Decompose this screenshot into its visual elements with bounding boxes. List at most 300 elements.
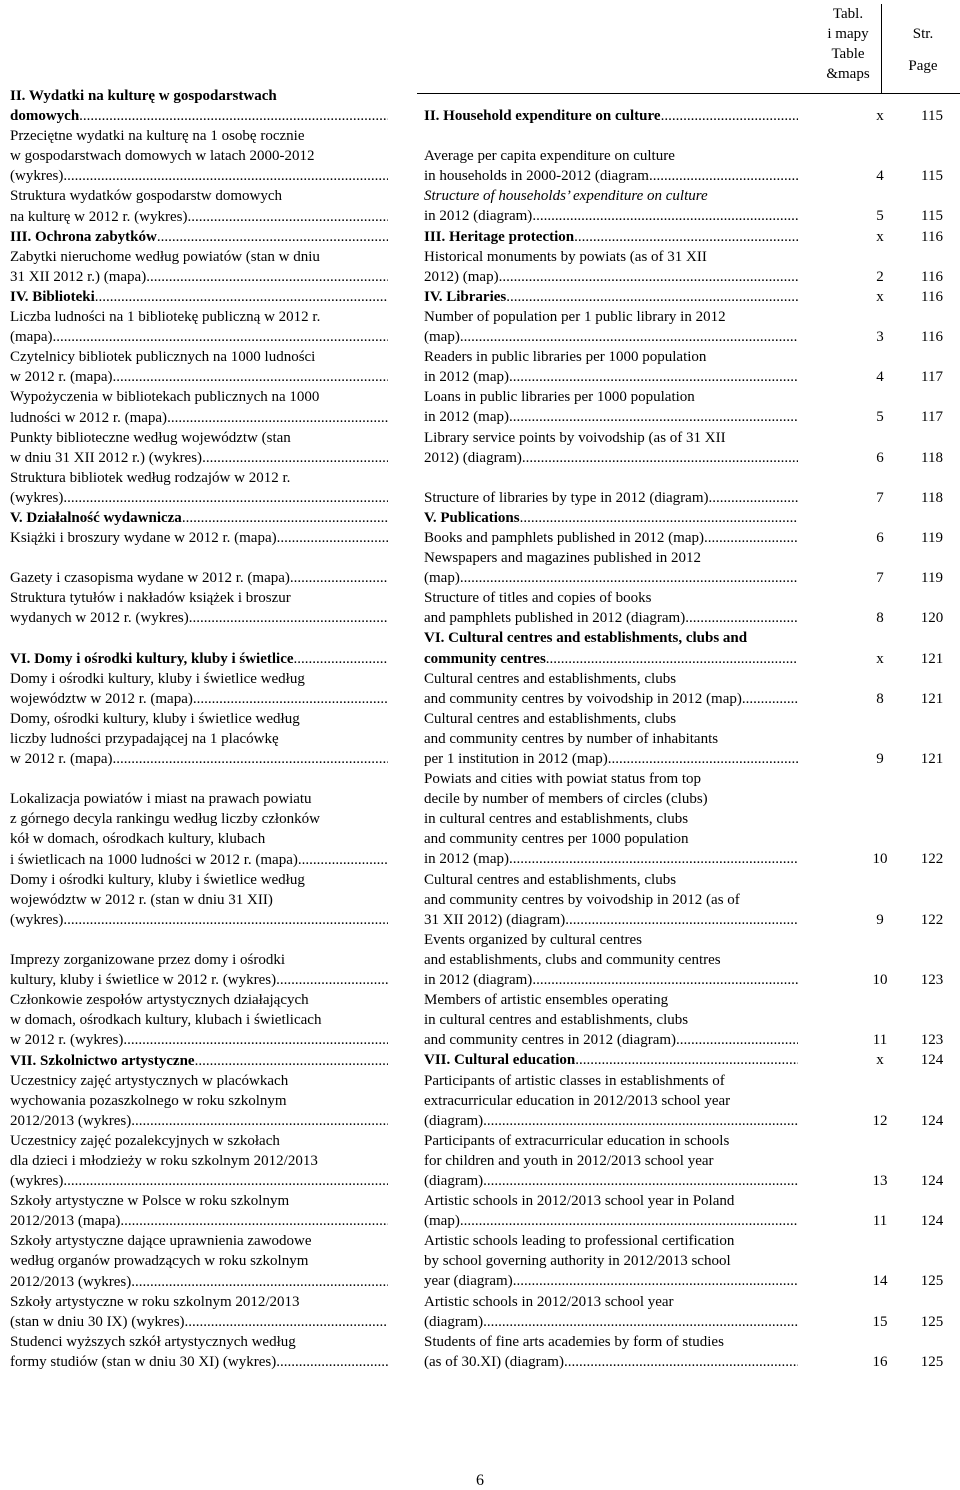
- en-entry-text: II. Household expenditure on culture: [424, 108, 661, 124]
- en-entry-text: (diagram): [424, 1172, 484, 1189]
- str-header-line: Page: [908, 58, 938, 74]
- pl-entry-text: (wykres): [10, 911, 64, 928]
- en-entry[interactable]: [424, 769, 960, 869]
- pl-entry-text: w dniu 31 XII 2012 r.) (wykres): [10, 449, 203, 466]
- table-number: 4: [876, 369, 884, 386]
- en-entry-text: III. Heritage protection: [424, 228, 575, 245]
- pl-entry[interactable]: [10, 387, 388, 427]
- pl-entry-text: Członkowie zespołów artystycznych działających: [10, 992, 309, 1009]
- en-entry[interactable]: [424, 287, 960, 307]
- page-ref: 119: [921, 570, 943, 587]
- table-number: 2: [876, 268, 884, 285]
- en-entry[interactable]: [424, 106, 960, 126]
- pl-entry-text: 31 XII 2012 r.) (mapa): [10, 268, 147, 285]
- leader-dots: [460, 568, 798, 588]
- page-ref: 115: [921, 208, 943, 225]
- pl-entry-text: Czytelnicy bibliotek publicznych na 1000 ludności: [10, 349, 316, 366]
- pl-entry[interactable]: [10, 990, 388, 1050]
- en-entry-text: in 2012 (map): [424, 409, 509, 426]
- leader-dots: [483, 1111, 798, 1131]
- en-entry-text: 2012) (map): [424, 268, 499, 285]
- table-number: x: [876, 228, 884, 245]
- pl-entry-text: Gazety i czasopisma wydane w 2012 r. (mapa): [10, 570, 290, 587]
- pl-entry-text: Zabytki nieruchome według powiatów (stan w dniu: [10, 248, 320, 265]
- pl-entry-text: i świetlicach na 1000 ludności w 2012 r. (mapa): [10, 851, 298, 868]
- pl-entry[interactable]: [10, 468, 388, 508]
- leader-dots: [79, 106, 388, 126]
- pl-entry[interactable]: [10, 1231, 388, 1291]
- en-entry[interactable]: [424, 1131, 960, 1191]
- pl-entry[interactable]: [10, 950, 388, 990]
- leader-dots: [202, 448, 388, 468]
- pl-entry-text: w gospodarstwach domowych w latach 2000-2012: [10, 148, 315, 165]
- pl-entry-text: (wykres): [10, 168, 64, 185]
- leader-dots: [146, 267, 388, 287]
- table-number: x: [876, 108, 884, 124]
- en-entry-text: Cultural centres and establishments, clubs: [424, 670, 677, 687]
- leader-dots: [276, 970, 388, 990]
- leader-dots: [189, 608, 388, 628]
- en-entry-text: Readers in public libraries per 1000 population: [424, 349, 707, 366]
- en-entry-text: Newspapers and magazines published in 2012: [424, 550, 702, 567]
- table-number: 4: [876, 168, 884, 185]
- leader-dots: [167, 408, 388, 428]
- pl-entry-text: VI. Domy i ośrodki kultury, kluby i świetlice: [10, 650, 294, 667]
- en-entry[interactable]: [424, 669, 960, 709]
- en-entry-text: V. Publications: [424, 509, 520, 526]
- en-entry-text: and community centres per 1000 population: [424, 831, 689, 848]
- pl-entry-text: (stan w dniu 30 IX) (wykres): [10, 1313, 185, 1330]
- page-ref: 122: [920, 851, 944, 868]
- table-number: 7: [876, 489, 884, 506]
- tabl-header-line: Table: [831, 46, 865, 62]
- page-ref: 125: [920, 1273, 944, 1290]
- pl-entry-text: Szkoły artystyczne dające uprawnienia zawodowe: [10, 1233, 312, 1250]
- pl-entry-text: z górnego decyla rankingu według liczby członków: [10, 811, 320, 828]
- page-ref: 124: [920, 1172, 944, 1189]
- leader-dots: [276, 1352, 388, 1372]
- leader-dots: [522, 448, 798, 468]
- en-entry[interactable]: [424, 227, 960, 247]
- en-entry[interactable]: [424, 1071, 960, 1131]
- en-entry[interactable]: [424, 548, 960, 588]
- pl-entry-text: ludności w 2012 r. (mapa): [10, 409, 168, 426]
- leader-dots: [123, 1030, 388, 1050]
- leader-dots: [483, 1312, 798, 1332]
- pl-entry-text: Imprezy zorganizowane przez domy i ośrodki: [10, 952, 286, 969]
- header-divider: [881, 4, 882, 94]
- pl-entry[interactable]: [10, 86, 388, 126]
- page-ref: 116: [921, 228, 943, 245]
- table-number: 10: [872, 972, 888, 989]
- leader-dots: [676, 1030, 798, 1050]
- pl-entry-text: domowych: [10, 108, 80, 125]
- pl-entry-text: Studenci wyższych szkół artystycznych według: [10, 1333, 296, 1350]
- pl-entry[interactable]: [10, 126, 388, 186]
- leader-dots: [193, 689, 388, 709]
- table-number: x: [876, 650, 884, 667]
- pl-entry[interactable]: [10, 1292, 388, 1332]
- en-entry-text: Structure of households’ expenditure on culture: [424, 188, 708, 205]
- pl-entry[interactable]: [10, 528, 388, 548]
- leader-dots: [499, 267, 798, 287]
- en-entry-text: IV. Libraries: [424, 288, 507, 305]
- pl-entry[interactable]: [10, 1332, 388, 1372]
- en-entry-text: (map): [424, 329, 460, 346]
- leader-dots: [506, 287, 798, 307]
- pl-entry-text: 2012/2013 (wykres): [10, 1273, 132, 1290]
- en-entry-text: decile by number of members of circles (clubs): [424, 791, 708, 808]
- en-entry-text: Library service points by voivodship (as of 31 XII: [424, 429, 726, 446]
- leader-dots: [120, 1211, 388, 1231]
- en-entry-text: and community centres by voivodship in 2012 (as of: [424, 891, 740, 908]
- en-entry-text: Loans in public libraries per 1000 population: [424, 389, 695, 406]
- page-ref: 119: [921, 529, 943, 546]
- table-number: 10: [872, 851, 888, 868]
- en-entry-text: in 2012 (diagram): [424, 972, 533, 989]
- pl-entry-text: 2012/2013 (mapa): [10, 1213, 121, 1230]
- leader-dots: [187, 207, 388, 227]
- table-number: 6: [876, 449, 884, 466]
- pl-entry-text: Przeciętne wydatki na kulturę na 1 osobę rocznie: [10, 128, 305, 145]
- en-entry-text: and establishments, clubs and community centres: [424, 951, 721, 968]
- en-entry[interactable]: [424, 930, 960, 990]
- en-entry-text: Powiats and cities with powiat status from top: [424, 771, 702, 788]
- leader-dots: [704, 528, 798, 548]
- leader-dots: [63, 166, 388, 186]
- pl-entry-text: Szkoły artystyczne w Polsce w roku szkolnym: [10, 1193, 290, 1210]
- pl-entry-text: liczby ludności przypadającej na 1 placówkę: [10, 731, 279, 747]
- leader-dots: [460, 327, 798, 347]
- pl-entry[interactable]: [10, 649, 388, 669]
- pl-entry-text: Uczestnicy zajęć pozalekcyjnych w szkołach: [10, 1132, 280, 1149]
- pl-entry[interactable]: [10, 347, 388, 387]
- pl-entry-text: wychowania pozaszkolnego w roku szkolnym: [10, 1092, 287, 1109]
- leader-dots: [131, 1272, 388, 1292]
- table-number: x: [876, 288, 884, 305]
- leader-dots: [532, 970, 798, 990]
- pl-entry-text: Struktura tytułów i nakładów książek i broszur: [10, 590, 291, 607]
- pl-entry[interactable]: [10, 428, 388, 468]
- en-entry[interactable]: [424, 387, 960, 427]
- pl-entry-text: Liczba ludności na 1 bibliotekę publiczną w 2012 r.: [10, 309, 321, 326]
- en-entry-text: Artistic schools leading to professional certification: [424, 1233, 735, 1250]
- pl-entry-text: kół w domach, ośrodkach kultury, klubach: [10, 831, 266, 848]
- table-number: 9: [876, 911, 884, 928]
- en-entry-text: 2012) (diagram): [424, 449, 522, 466]
- page-ref: 120: [920, 610, 944, 627]
- leader-dots: [509, 849, 798, 869]
- leader-dots: [564, 1352, 798, 1372]
- tabl-header: [816, 4, 880, 84]
- pl-entry-text: w 2012 r. (wykres): [10, 1032, 124, 1049]
- leader-dots: [575, 1050, 798, 1070]
- pl-entry[interactable]: [10, 1191, 388, 1231]
- en-entry-text: year (diagram): [424, 1273, 513, 1290]
- spacer: [10, 930, 388, 950]
- page-ref: 125: [920, 1313, 944, 1330]
- en-entry-text: Number of population per 1 public library in 2012: [424, 308, 726, 325]
- en-entry-text: and community centres by number of inhabitants: [424, 730, 719, 747]
- en-entry[interactable]: [424, 347, 960, 387]
- leader-dots: [95, 287, 388, 307]
- page-ref: 123: [920, 1032, 944, 1049]
- pl-entry[interactable]: [10, 186, 388, 226]
- en-entry[interactable]: [424, 186, 960, 226]
- pl-entry[interactable]: [10, 588, 388, 628]
- en-entry[interactable]: [424, 709, 960, 769]
- leader-dots: [565, 910, 798, 930]
- page-ref: 121: [920, 650, 944, 667]
- leader-dots: [290, 568, 388, 588]
- en-entry-text: Members of artistic ensembles operating: [424, 992, 669, 1009]
- leader-dots: [649, 166, 798, 186]
- leader-dots: [195, 1051, 388, 1071]
- pl-entry-text: formy studiów (stan w dniu 30 XI) (wykres): [10, 1353, 277, 1370]
- en-entry-text: in cultural centres and establishments, clubs: [424, 1012, 689, 1029]
- en-entry[interactable]: [424, 508, 960, 528]
- en-entry-text: (map): [424, 570, 460, 587]
- spacer: [10, 548, 388, 568]
- page-ref: 124: [920, 1052, 944, 1069]
- pl-entry-text: dla dzieci i młodzieży w roku szkolnym 2012/2013: [10, 1152, 318, 1169]
- en-entry-text: Events organized by cultural centres: [424, 931, 642, 948]
- en-entry[interactable]: [424, 1050, 960, 1070]
- en-entry-text: Historical monuments by powiats (as of 31 XII: [424, 248, 707, 265]
- leader-dots: [746, 689, 798, 709]
- en-entry-text: Structure of titles and copies of books: [424, 590, 652, 607]
- leader-dots: [294, 649, 388, 669]
- en-entry-text: and pamphlets published in 2012 (diagram): [424, 610, 686, 627]
- pl-entry-text: Struktura wydatków gospodarstw domowych: [10, 188, 283, 205]
- column-header: [0, 4, 960, 96]
- en-entry-text: Books and pamphlets published in 2012 (map): [424, 529, 704, 546]
- page-ref: 123: [920, 972, 944, 989]
- pl-entry-text: Domy, ośrodki kultury, kluby i świetlice według: [10, 710, 300, 727]
- page-ref: 117: [921, 369, 943, 386]
- pl-entry-text: II. Wydatki na kulturę w gospodarstwach: [10, 88, 277, 104]
- en-entry[interactable]: [424, 488, 960, 508]
- leader-dots: [546, 649, 798, 669]
- en-entry[interactable]: [424, 870, 960, 930]
- leader-dots: [63, 910, 388, 930]
- en-entry[interactable]: [424, 1231, 960, 1291]
- leader-dots: [63, 1171, 388, 1191]
- en-entry-text: Cultural centres and establishments, clubs: [424, 710, 677, 727]
- en-entry-text: in 2012 (map): [424, 851, 509, 868]
- en-entry-text: Participants of artistic classes in establishments of: [424, 1072, 725, 1089]
- pl-entry-text: Wypożyczenia w bibliotekach publicznych na 1000: [10, 389, 320, 406]
- table-number: 9: [876, 751, 884, 767]
- leader-dots: [185, 1312, 388, 1332]
- en-entry-text: (diagram): [424, 1112, 484, 1129]
- pl-entry-text: województw w 2012 r. (mapa): [10, 690, 193, 707]
- en-entry-text: Artistic schools in 2012/2013 school year in Poland: [424, 1193, 735, 1210]
- pl-entry-text: Punkty biblioteczne według województw (stan: [10, 429, 291, 446]
- pl-entry-text: III. Ochrona zabytków: [10, 228, 157, 245]
- en-entry-text: community centres: [424, 650, 546, 667]
- page-ref: 121: [920, 690, 944, 707]
- spacer: [424, 468, 960, 488]
- en-entry-text: VII. Cultural education: [424, 1052, 576, 1069]
- en-entry[interactable]: [424, 146, 960, 186]
- str-header-line: Str.: [912, 26, 934, 42]
- table-number: x: [876, 1052, 884, 1069]
- tabl-header-line: &maps: [826, 66, 870, 82]
- pl-entry[interactable]: [10, 1071, 388, 1131]
- en-entry[interactable]: [424, 1292, 960, 1332]
- page-ref: 118: [921, 449, 943, 466]
- en-entry-text: in 2012 (map): [424, 369, 509, 386]
- en-entry[interactable]: [424, 247, 960, 287]
- pl-entry-text: Struktura bibliotek według rodzajów w 2012 r.: [10, 469, 291, 486]
- table-number: 11: [872, 1032, 888, 1049]
- en-entry-text: Cultural centres and establishments, clubs: [424, 871, 677, 888]
- en-entry-text: and community centres by voivodship in 2012 (map).: [424, 690, 746, 707]
- str-header: [905, 24, 941, 76]
- leader-dots: [63, 488, 388, 508]
- en-entry-text: in households in 2000-2012 (diagram: [424, 168, 649, 185]
- page-ref: 116: [921, 288, 943, 305]
- leader-dots: [520, 508, 798, 528]
- pl-entry-text: (mapa): [10, 329, 53, 346]
- en-entry-text: Students of fine arts academies by form of studies: [424, 1333, 724, 1350]
- page-ref: 122: [920, 911, 944, 928]
- en-entry[interactable]: [424, 428, 960, 468]
- tabl-header-line: Tabl.: [832, 6, 864, 22]
- pl-entry-text: Domy i ośrodki kultury, kluby i świetlice według: [10, 670, 305, 687]
- table-number: 3: [876, 329, 884, 346]
- leader-dots: [182, 508, 388, 528]
- leader-dots: [661, 106, 798, 126]
- pl-entry[interactable]: [10, 247, 388, 287]
- page-ref: 118: [921, 489, 943, 506]
- table-number: 11: [872, 1213, 888, 1230]
- leader-dots: [483, 1171, 798, 1191]
- en-entry-text: by school governing authority in 2012/2013 school: [424, 1253, 731, 1270]
- en-entry[interactable]: [424, 990, 960, 1050]
- spacer: [10, 769, 388, 789]
- pl-entry-text: Domy i ośrodki kultury, kluby i świetlice według: [10, 871, 305, 888]
- tabl-header-line: i mapy: [827, 26, 869, 42]
- pl-entry-text: kultury, kluby i świetlice w 2012 r. (wykres): [10, 972, 277, 989]
- en-entry-text: Artistic schools in 2012/2013 school year: [424, 1293, 674, 1310]
- en-entry-text: Structure of libraries by type in 2012 (diagram): [424, 489, 709, 506]
- pl-entry-text: (wykres): [10, 489, 64, 506]
- leader-dots: [513, 1271, 798, 1291]
- leader-dots: [52, 327, 388, 347]
- leader-dots: [532, 206, 798, 226]
- en-entry-text: in cultural centres and establishments, clubs: [424, 811, 689, 828]
- leader-dots: [112, 749, 388, 769]
- pl-entry-text: na kulturę w 2012 r. (wykres): [10, 208, 188, 225]
- pl-entry[interactable]: [10, 568, 388, 588]
- pl-entry-text: Książki i broszury wydane w 2012 r. (mapa): [10, 530, 277, 547]
- polish-contents-column: [10, 86, 388, 1372]
- header-rule: [417, 93, 960, 94]
- pl-entry-text: w domach, ośrodkach kultury, klubach i świetlicach: [10, 1012, 322, 1029]
- table-number: 16: [872, 1353, 888, 1370]
- leader-dots: [460, 1211, 798, 1231]
- pl-entry[interactable]: [10, 1131, 388, 1191]
- table-number: 15: [872, 1313, 888, 1330]
- pl-entry[interactable]: [10, 669, 388, 709]
- leader-dots: [709, 488, 798, 508]
- en-entry[interactable]: [424, 588, 960, 628]
- leader-dots: [509, 407, 798, 427]
- pl-entry-text: IV. Biblioteki: [10, 288, 95, 305]
- en-entry-text: VI. Cultural centres and establishments, clubs and: [424, 630, 748, 647]
- leader-dots: [277, 528, 388, 548]
- en-entry[interactable]: [424, 628, 960, 668]
- pl-entry-text: Uczestnicy zajęć artystycznych w placówkach: [10, 1072, 289, 1089]
- en-entry-text: for children and youth in 2012/2013 school year: [424, 1152, 714, 1169]
- spacer: [424, 126, 960, 146]
- leader-dots: [574, 227, 798, 247]
- table-number: 5: [876, 208, 884, 225]
- table-number: 5: [876, 409, 884, 426]
- en-entry-text: (as of 30.XI) (diagram): [424, 1353, 564, 1370]
- spacer: [10, 629, 388, 649]
- page-ref: 125: [920, 1353, 944, 1370]
- pl-entry-text: województw w 2012 r. (stan w dniu 31 XII): [10, 891, 273, 908]
- page-ref: 115: [921, 108, 943, 124]
- table-number: 14: [872, 1273, 888, 1290]
- en-entry-text: Average per capita expenditure on culture: [424, 148, 675, 165]
- table-number: 8: [876, 610, 884, 627]
- en-entry-text: and community centres in 2012 (diagram): [424, 1032, 677, 1049]
- leader-dots: [685, 608, 798, 628]
- page-number: 6: [476, 1472, 484, 1489]
- page-ref: 121: [920, 751, 944, 767]
- page-ref: 124: [920, 1213, 944, 1230]
- pl-entry[interactable]: [10, 307, 388, 347]
- pl-entry[interactable]: [10, 508, 388, 528]
- page-ref: 117: [921, 409, 943, 426]
- pl-entry-text: 2012/2013 (wykres): [10, 1112, 132, 1129]
- pl-entry[interactable]: [10, 870, 388, 930]
- pl-entry-text: wydanych w 2012 r. (wykres): [10, 610, 189, 627]
- pl-entry[interactable]: [10, 227, 388, 247]
- english-contents-column: [424, 106, 960, 1372]
- table-number: 13: [872, 1172, 888, 1189]
- en-entry-text: 31 XII 2012) (diagram): [424, 911, 566, 928]
- table-number: 12: [872, 1112, 888, 1129]
- en-entry-text: (map): [424, 1213, 460, 1230]
- leader-dots: [509, 367, 798, 387]
- pl-entry-text: Szkoły artystyczne w roku szkolnym 2012/2013: [10, 1293, 300, 1310]
- pl-entry-text: (wykres): [10, 1173, 64, 1190]
- table-number: 6: [876, 529, 884, 546]
- en-entry-text: in 2012 (diagram): [424, 208, 533, 225]
- en-entry[interactable]: [424, 1191, 960, 1231]
- leader-dots: [608, 749, 798, 769]
- pl-entry[interactable]: [10, 1051, 388, 1071]
- leader-dots: [112, 367, 388, 387]
- en-entry[interactable]: [424, 307, 960, 347]
- leader-dots: [131, 1111, 388, 1131]
- pl-entry[interactable]: [10, 789, 388, 869]
- pl-entry[interactable]: [10, 709, 388, 769]
- en-entry[interactable]: [424, 1332, 960, 1372]
- page-ref: 124: [920, 1112, 944, 1129]
- leader-dots: [298, 850, 388, 870]
- pl-entry-text: VII. Szkolnictwo artystyczne: [10, 1052, 195, 1069]
- en-entry[interactable]: [424, 528, 960, 548]
- pl-entry-text: V. Działalność wydawnicza: [10, 509, 182, 526]
- pl-entry[interactable]: [10, 287, 388, 307]
- en-entry-text: (diagram): [424, 1313, 484, 1330]
